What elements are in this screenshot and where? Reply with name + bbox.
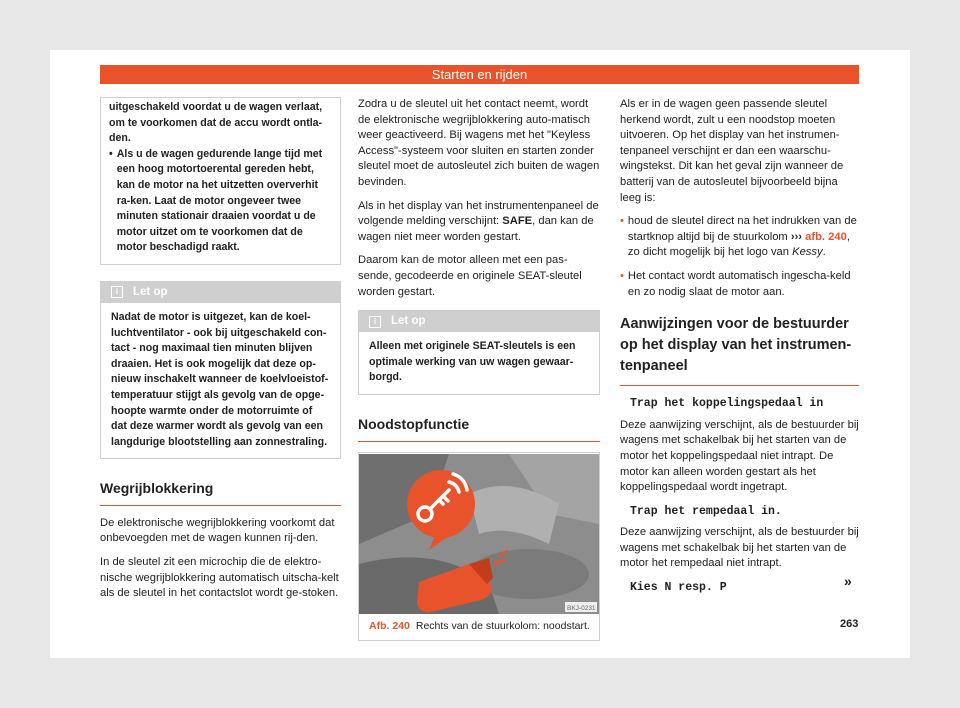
note-title: Let op xyxy=(133,285,168,298)
info-icon: i xyxy=(111,286,123,298)
bullet-item xyxy=(620,214,859,261)
note-header xyxy=(359,311,599,332)
continue-marker: » xyxy=(844,573,852,589)
column-2 xyxy=(358,97,600,641)
text: , zo dicht mogelijk bij het logo van xyxy=(627,230,850,259)
bullet-text: Het contact wordt automatisch ingescha-keld en zo nodig slaat de motor aan. xyxy=(627,269,851,298)
warning-bullet xyxy=(109,147,332,256)
text: Als in het display van het instrumentenpaneel de volgende melding verschijnt: xyxy=(358,199,599,228)
figure-image xyxy=(359,454,599,614)
display-message: Trap het koppelingspedaal in xyxy=(630,397,824,411)
info-icon: i xyxy=(369,316,381,328)
warning-bullet-text: Als u de wagen gedurende lange tijd met een hoog motortoerental gereden hebt, kan de motor na het uitzetten oververhit ra-ken. Laat de motor ongeveer twee minuten stationair draaien voordat u de motor uitzet om te voorkomen dat de motor beschadigd raakt. xyxy=(116,147,323,254)
column-3 xyxy=(620,97,859,602)
note-header xyxy=(101,282,340,303)
bullet-icon: • xyxy=(620,215,624,228)
figure-reference-link[interactable]: afb. 240 xyxy=(805,230,847,243)
note-title: Let op xyxy=(391,315,426,328)
figure-caption xyxy=(359,614,599,641)
section-title: Noodstopfunctie xyxy=(358,417,600,442)
paragraph: Zodra u de sleutel uit het contact neemt, wordt de elektronische wegrijblokkering auto-matisch weer geactiveerd. Bij wagens met het "Keyless Access"-systeem voor sluiten en starten zonder sleutel moet de autosleutel zich buiten de wagen bevinden. xyxy=(358,98,600,188)
figure xyxy=(358,452,600,642)
kessy-text: Kessy xyxy=(792,246,823,259)
paragraph: In de sleutel zit een microchip die de elektro-nische wegrijblokkering automatisch uitscha-kelt als de sleutel in het contactslot wordt ge-stoken. xyxy=(100,556,339,600)
paragraph: Als er in de wagen geen passende sleutel herkend wordt, zult u een noodstop moeten uitvoeren. Op het display van het instrumen-tenpaneel verschijnt er dan een waarschu-wingstekst. Dit kan het geval zijn wanneer de batterij van de autosleutel bijvoorbeeld bijna leeg is: xyxy=(620,98,844,204)
bullet-icon: • xyxy=(109,147,113,160)
text: houd de sleutel direct na het indrukken van de startknop altijd bij de stuurkolom xyxy=(627,215,857,243)
paragraph xyxy=(358,199,600,246)
text: , dan kan de wagen niet meer worden gestart. xyxy=(358,215,594,243)
bullet-text xyxy=(628,214,859,261)
paragraph: Deze aanwijzing verschijnt, als de bestuurder bij wagens met schakelbak bij het starten van de motor het koppelingspedaal niet intrapt. De motor kan alleen worden gestart als het koppelingspedaal wordt ingetrapt. xyxy=(620,418,859,494)
display-message: Trap het rempedaal in. xyxy=(630,504,782,518)
reference-arrow-icon: ››› xyxy=(790,230,803,243)
note-body: Alleen met originele SEAT-sleutels is een optimale werking van uw wagen gewaar-borgd. xyxy=(369,340,576,384)
paragraph: Deze aanwijzing verschijnt, als de bestuurder bij wagens met schakelbak bij het starten van de motor het rempedaal niet intrapt. xyxy=(620,526,859,570)
caption-text: Rechts van de stuurkolom: noodstart. xyxy=(415,619,590,632)
text: . xyxy=(822,246,826,259)
bullet-item xyxy=(620,269,859,300)
note-box xyxy=(358,310,600,395)
note-body: Nadat de motor is uitgezet, kan de koel-luchtventilator - ook bij uitgeschakeld con-tact - nog maximaal tien minuten blijven draaien. Het is ook mogelijk dat deze op-nieuw inschakelt wanneer de koelvloeistof-temperatuur stijgt als gevolg van de opge-hoopte warmte onder de motorruimte of dat deze warmer wordt als gevolg van een langdurige blootstelling aan zonnestraling. xyxy=(111,310,329,448)
figure-code: BKJ-0231 xyxy=(567,604,596,612)
figure-number: Afb. 240 xyxy=(369,619,410,632)
page-number: 263 xyxy=(840,618,859,630)
paragraph: De elektronische wegrijblokkering voorkomt dat onbevoegden met de wagen kunnen rij-den. xyxy=(100,516,335,545)
bullet-icon: • xyxy=(620,269,624,282)
paragraph: Daarom kan de motor alleen met een pas-sende, gecodeerde en originele SEAT-sleutel worden gestart. xyxy=(358,254,582,298)
warning-box xyxy=(100,97,341,265)
column-1 xyxy=(100,97,341,610)
safe-label: SAFE xyxy=(502,215,533,228)
note-box xyxy=(100,281,341,459)
page-header: Starten en rijden xyxy=(100,65,859,84)
display-message: Kies N resp. P xyxy=(630,581,727,595)
section-title: Aanwijzingen voor de bestuurder op het display van het instrumen-tenpaneel xyxy=(620,314,859,386)
warning-text: uitgeschakeld voordat u de wagen verlaat, om te voorkomen dat de accu wordt ontla-den. xyxy=(109,101,323,145)
section-title: Wegrijblokkering xyxy=(100,481,341,506)
